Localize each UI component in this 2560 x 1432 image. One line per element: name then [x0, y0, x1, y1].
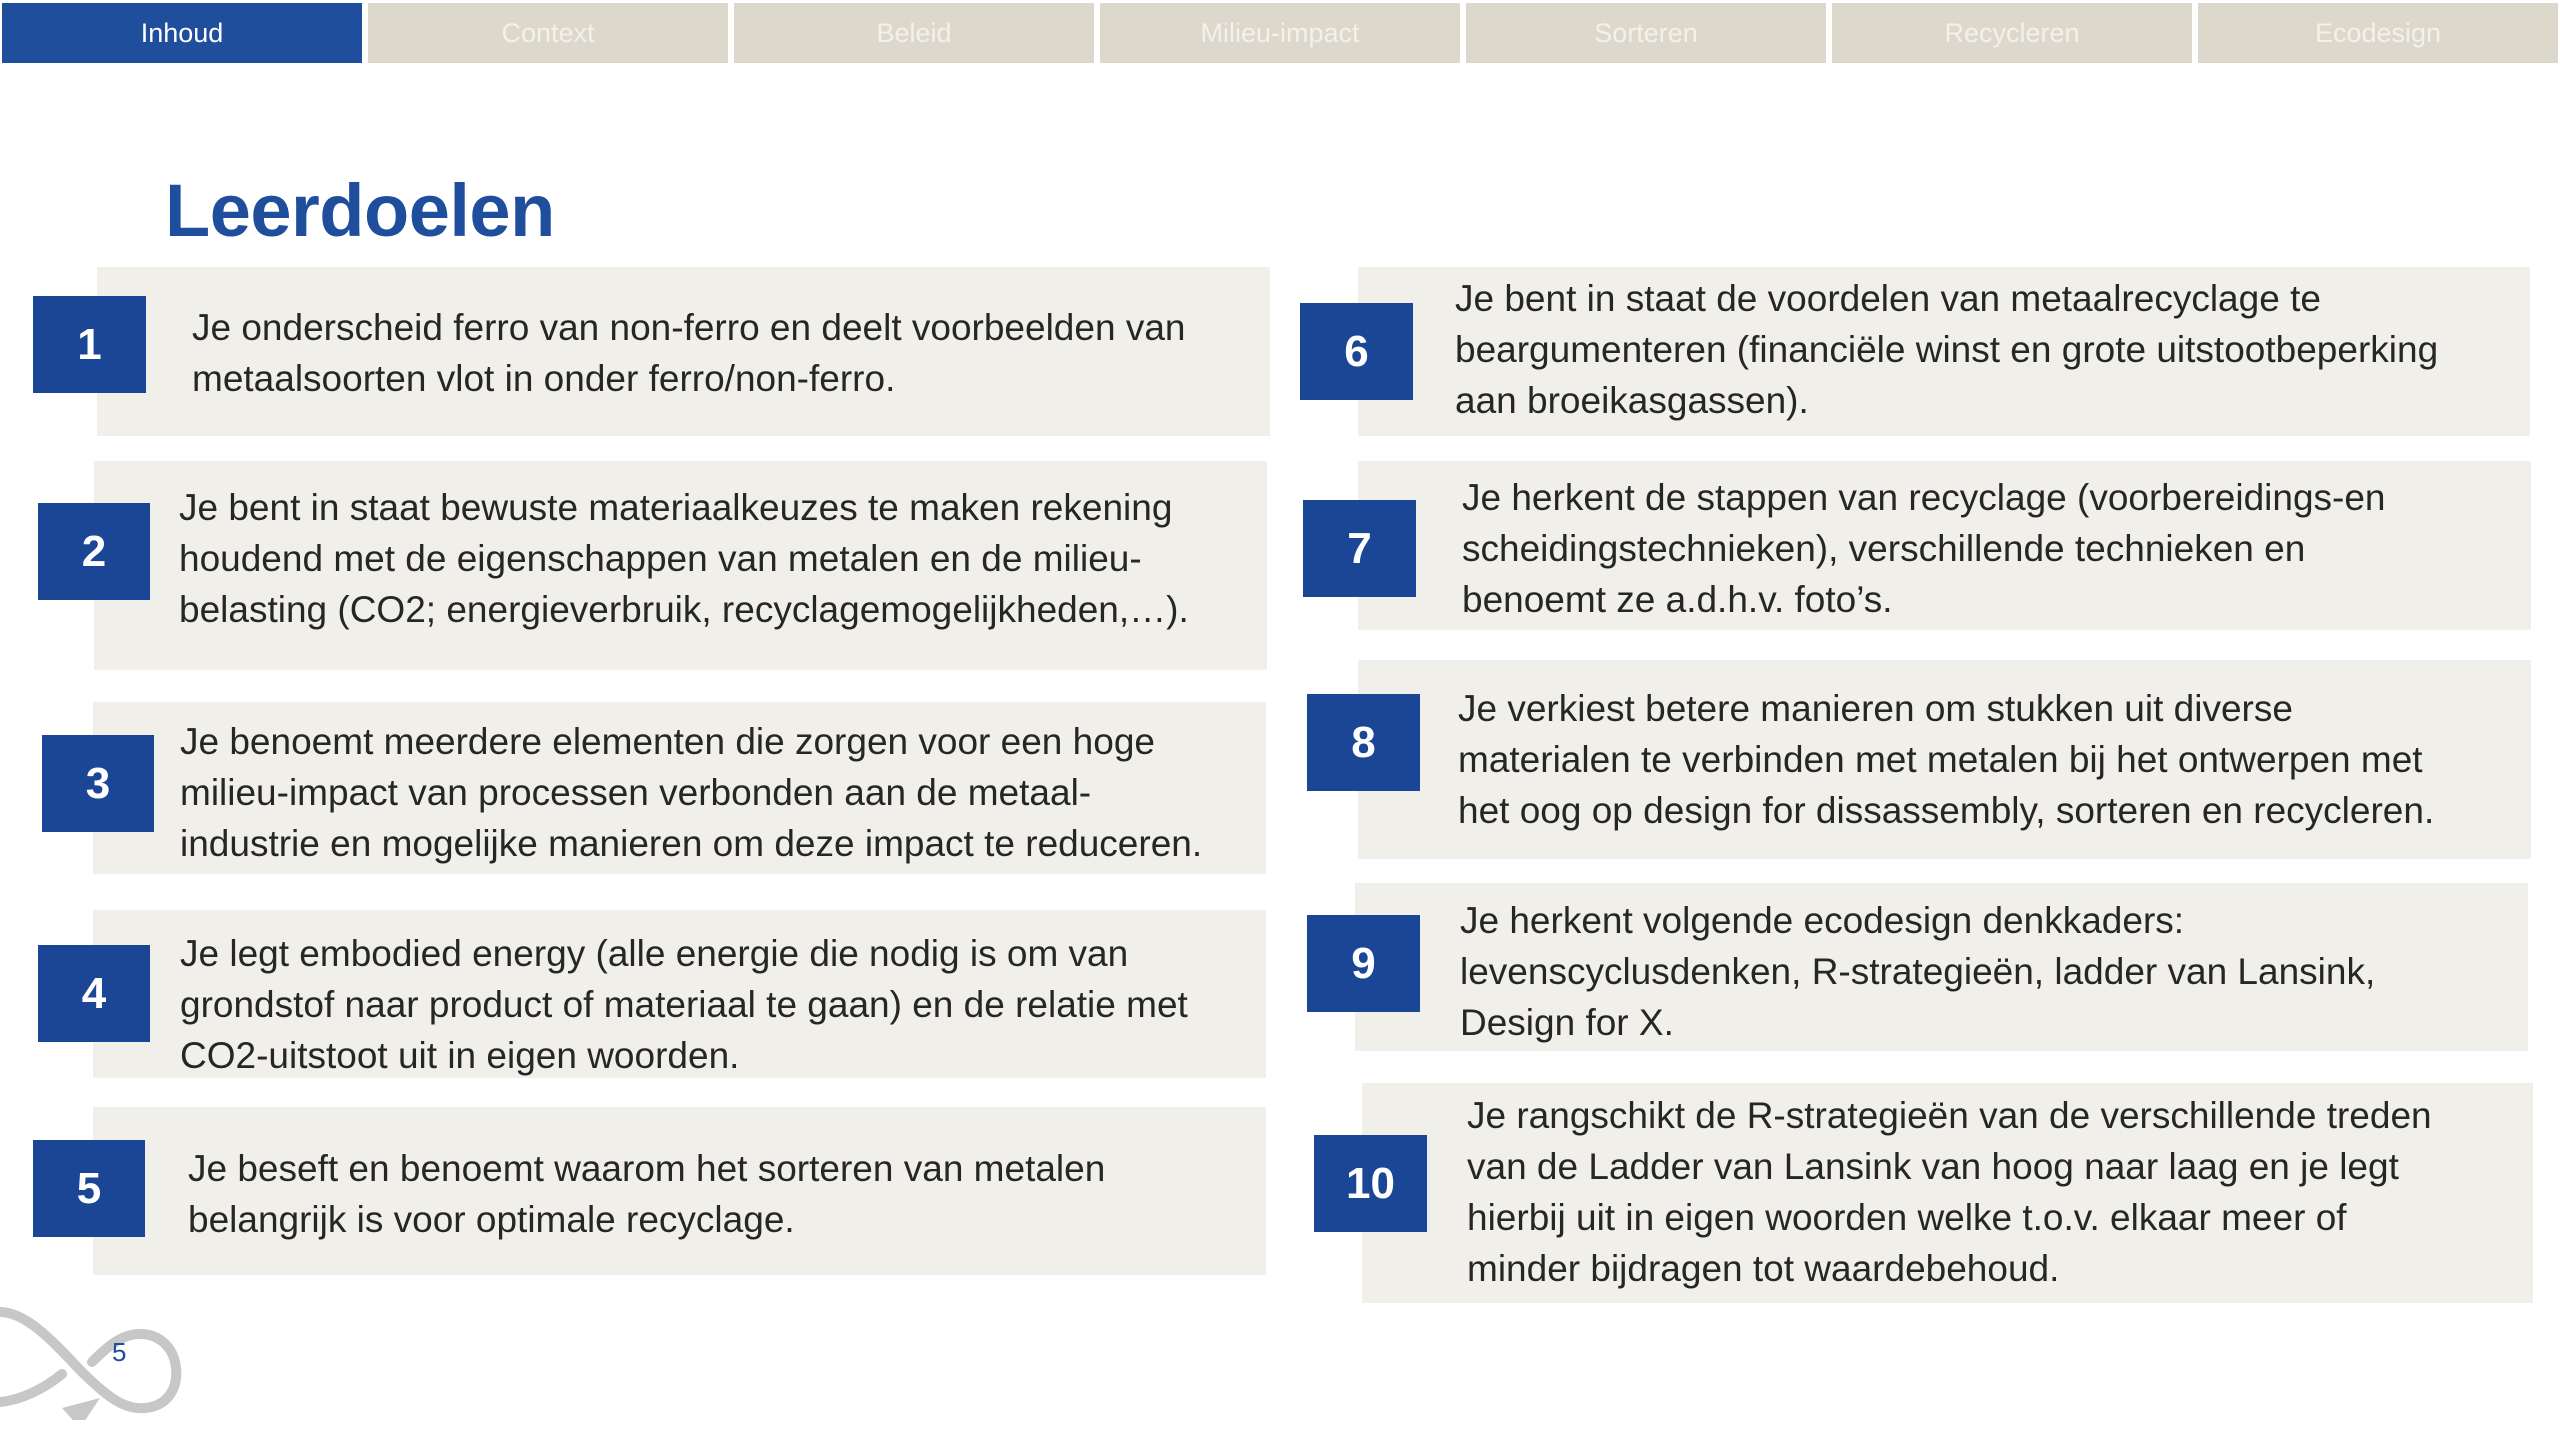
- tab-recycleren[interactable]: Recycleren: [1832, 3, 2192, 63]
- objective-9-line-3: Design for X.: [1460, 1002, 1674, 1043]
- circular-arrow-logo-icon: [0, 1290, 190, 1420]
- objective-5-line-2: belangrijk is voor optimale recyclage.: [188, 1199, 795, 1240]
- objective-4-line-3: CO2-uitstoot uit in eigen woorden.: [180, 1035, 740, 1076]
- objective-2-line-3: belasting (CO2; energieverbruik, recyclagemogelijkheden,…).: [179, 589, 1189, 630]
- objective-number-badge-5: 5: [33, 1140, 145, 1237]
- objective-10-line-2: van de Ladder van Lansink van hoog naar laag en je legt: [1467, 1146, 2399, 1187]
- objective-text-4: [180, 928, 1188, 1081]
- objective-9-line-2: levenscyclusdenken, R-strategieën, ladder van Lansink,: [1460, 951, 2376, 992]
- objective-2-line-1: Je bent in staat bewuste materiaalkeuzes te maken rekening: [179, 487, 1173, 528]
- objective-6-line-2: beargumenteren (financiële winst en grote uitstootbeperking: [1455, 329, 2439, 370]
- objective-2-line-2: houdend met de eigenschappen van metalen en de milieu-: [179, 538, 1142, 579]
- objective-text-8: [1458, 683, 2434, 836]
- objective-number-badge-3: 3: [42, 735, 154, 832]
- objective-text-6: [1455, 273, 2438, 426]
- objective-1-line-1: Je onderscheid ferro van non-ferro en deelt voorbeelden van: [192, 307, 1186, 348]
- objective-5-line-1: Je beseft en benoemt waarom het sorteren van metalen: [188, 1148, 1106, 1189]
- objective-8-line-1: Je verkiest betere manieren om stukken uit diverse: [1458, 688, 2293, 729]
- objective-10-line-1: Je rangschikt de R-strategieën van de verschillende treden: [1467, 1095, 2432, 1136]
- objective-text-2: [179, 482, 1189, 635]
- objective-number-badge-7: 7: [1303, 500, 1416, 597]
- objective-7-line-3: benoemt ze a.d.h.v. foto’s.: [1462, 579, 1893, 620]
- objective-3-line-2: milieu-impact van processen verbonden aan de metaal-: [180, 772, 1092, 813]
- objective-7-line-1: Je herkent de stappen van recyclage (voorbereidings-en: [1462, 477, 2386, 518]
- objective-9-line-1: Je herkent volgende ecodesign denkkaders:: [1460, 900, 2185, 941]
- objective-text-5: [188, 1143, 1105, 1245]
- objective-1-line-2: metaalsoorten vlot in onder ferro/non-ferro.: [192, 358, 896, 399]
- objective-number-badge-9: 9: [1307, 915, 1420, 1012]
- tab-inhoud[interactable]: Inhoud: [2, 3, 362, 63]
- objective-3-line-1: Je benoemt meerdere elementen die zorgen voor een hoge: [180, 721, 1155, 762]
- objective-text-9: [1460, 895, 2375, 1048]
- objective-10-line-3: hierbij uit in eigen woorden welke t.o.v. elkaar meer of: [1467, 1197, 2347, 1238]
- objective-text-1: [192, 302, 1185, 404]
- objective-number-badge-8: 8: [1307, 694, 1420, 791]
- objective-10-line-4: minder bijdragen tot waardebehoud.: [1467, 1248, 2060, 1289]
- objective-number-badge-6: 6: [1300, 303, 1413, 400]
- page-title: Leerdoelen: [165, 169, 555, 252]
- objective-text-3: [180, 716, 1202, 869]
- objective-4-line-1: Je legt embodied energy (alle energie die nodig is om van: [180, 933, 1129, 974]
- objective-8-line-3: het oog op design for dissassembly, sorteren en recycleren.: [1458, 790, 2435, 831]
- objective-text-10: [1467, 1090, 2432, 1294]
- tab-sorteren[interactable]: Sorteren: [1466, 3, 1826, 63]
- page-number: 5: [112, 1337, 127, 1367]
- objective-7-line-2: scheidingstechnieken), verschillende technieken en: [1462, 528, 2306, 569]
- objective-8-line-2: materialen te verbinden met metalen bij het ontwerpen met: [1458, 739, 2423, 780]
- objective-number-badge-10: 10: [1314, 1135, 1427, 1232]
- objective-6-line-1: Je bent in staat de voordelen van metaalrecyclage te: [1455, 278, 2321, 319]
- objective-4-line-2: grondstof naar product of materiaal te gaan) en de relatie met: [180, 984, 1188, 1025]
- objective-number-badge-1: 1: [33, 296, 146, 393]
- tab-context[interactable]: Context: [368, 3, 728, 63]
- tab-beleid[interactable]: Beleid: [734, 3, 1094, 63]
- section-nav: [2, 3, 2558, 63]
- objective-number-badge-4: 4: [38, 945, 150, 1042]
- objective-number-badge-2: 2: [38, 503, 150, 600]
- objective-3-line-3: industrie en mogelijke manieren om deze impact te reduceren.: [180, 823, 1203, 864]
- objective-text-7: [1462, 472, 2386, 625]
- tab-milieu-impact[interactable]: Milieu-impact: [1100, 3, 1460, 63]
- tab-ecodesign[interactable]: Ecodesign: [2198, 3, 2558, 63]
- objective-6-line-3: aan broeikasgassen).: [1455, 380, 1809, 421]
